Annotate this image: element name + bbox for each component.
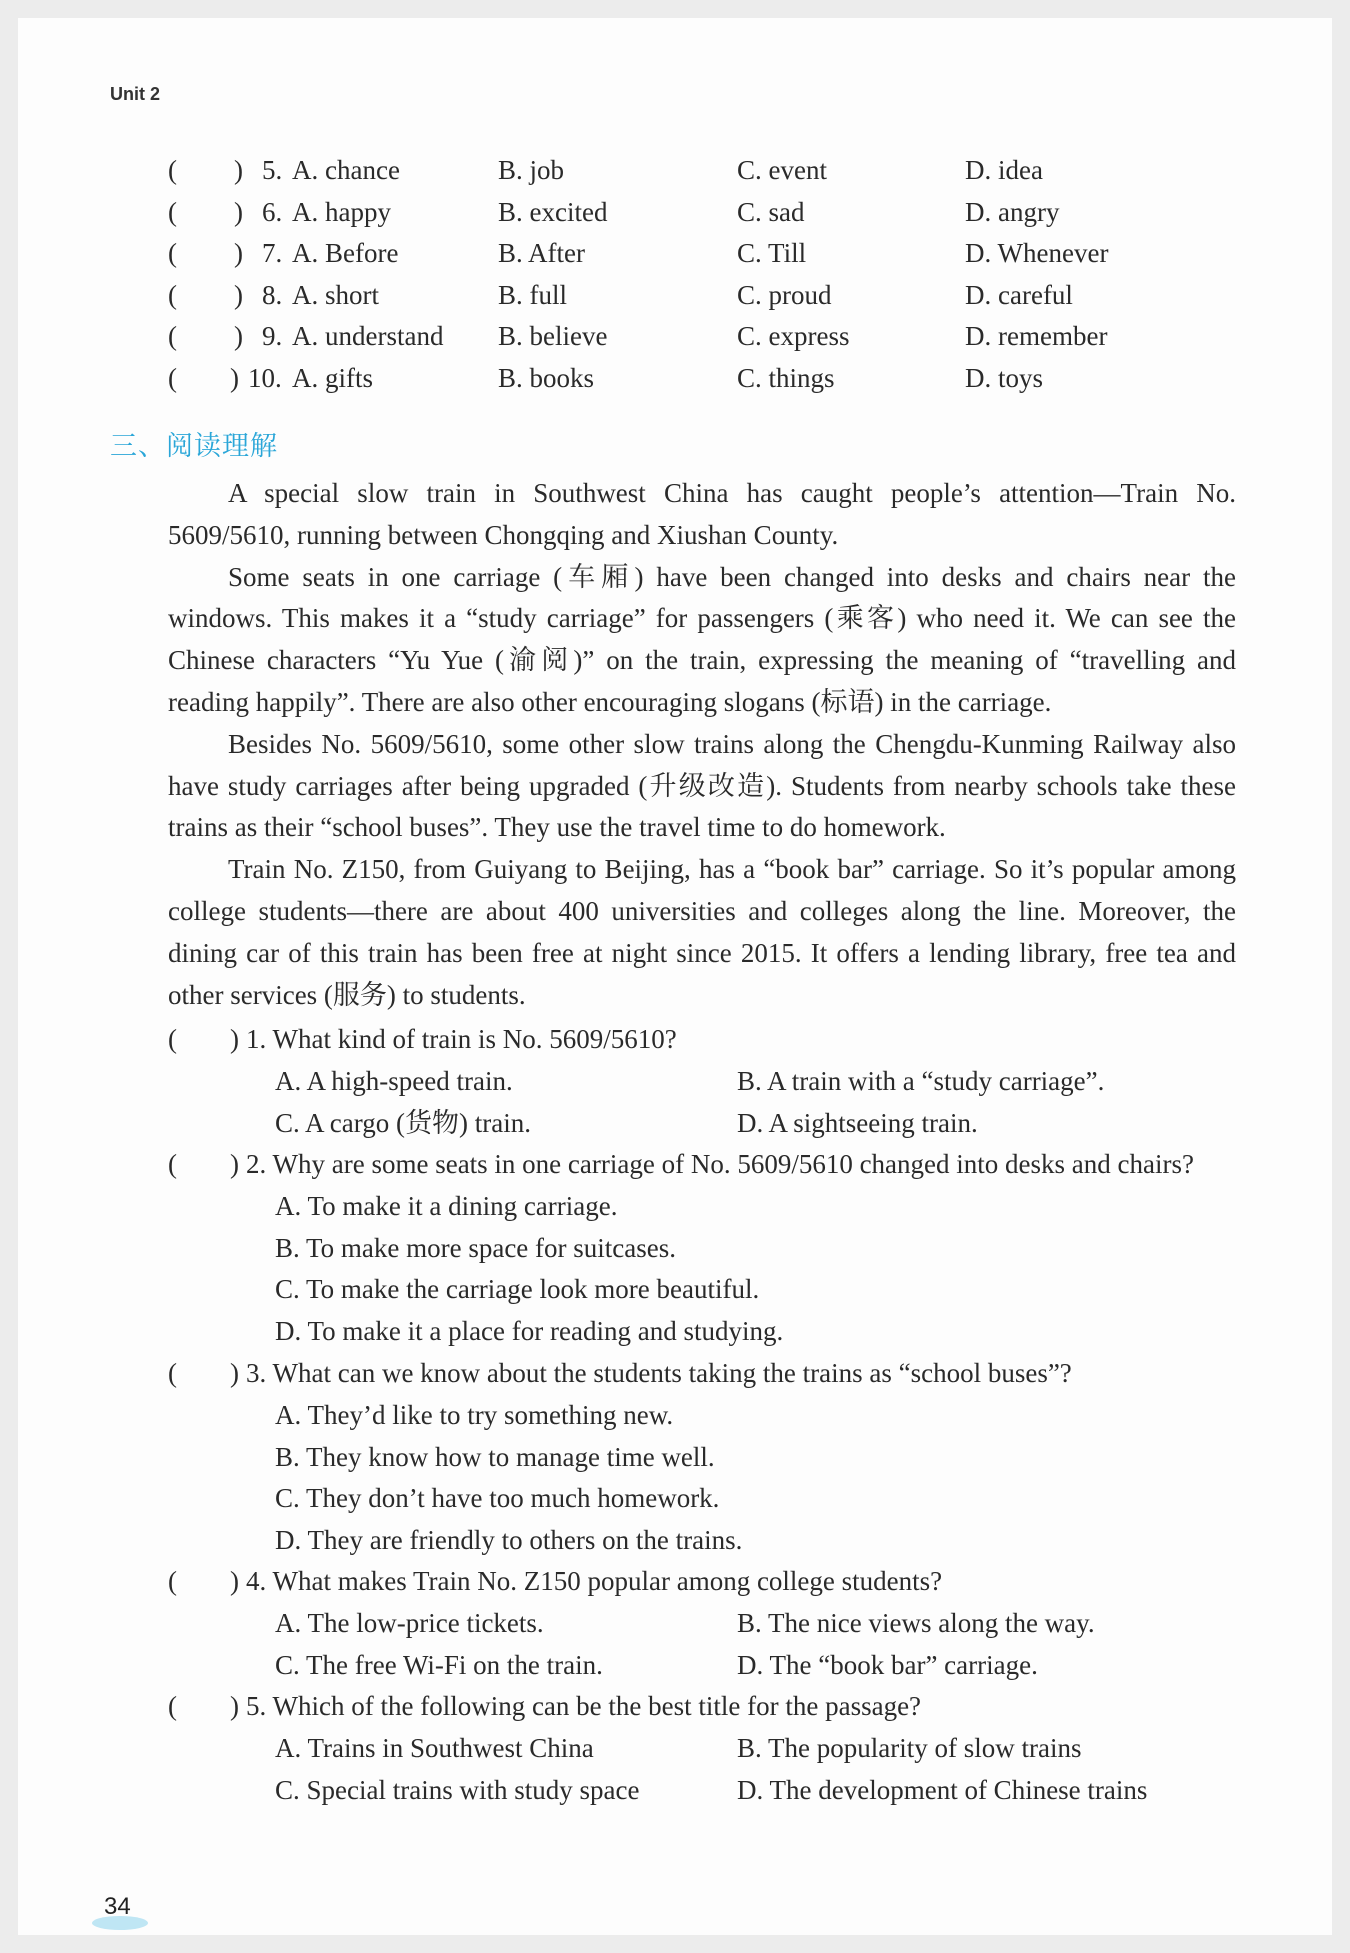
answer-paren-open: ( xyxy=(168,196,177,227)
passage-paragraph: Train No. Z150, from Guiyang to Beijing, has a “book bar” carriage. So it’s popular among college students—there are about 400 universities and colleges along the line. Moreover, the dining car of this train has been free at night since 2015. It offers a lending library, free tea and other services (服务) to students. xyxy=(168,854,1236,1010)
option-b: B. job xyxy=(498,155,565,185)
question-number: 5. xyxy=(262,155,283,185)
option-c: C. A cargo (货物) train. xyxy=(275,1107,531,1138)
option-d: D. A sightseeing train. xyxy=(737,1107,978,1138)
option-c: C. The free Wi-Fi on the train. xyxy=(275,1649,603,1680)
question-number: 8. xyxy=(262,279,283,310)
cloze-row xyxy=(18,233,1318,273)
option-b: B. excited xyxy=(498,196,608,227)
passage-paragraph: Besides No. 5609/5610, some other slow trains along the Chengdu-Kunming Railway also have study carriages after being upgraded (升级改造). Students from nearby schools take these trains as their “school buses”. They use the travel time to do homework. xyxy=(168,728,1236,843)
option-c: C. Special trains with study space xyxy=(275,1774,640,1805)
reading-passage xyxy=(168,473,1236,1016)
answer-paren-open: ( xyxy=(168,1149,177,1179)
option-d: D. idea xyxy=(965,155,1043,185)
question-number: 7. xyxy=(262,238,283,269)
option-a: A. happy xyxy=(292,196,391,227)
option-a: A. To make it a dining carriage. xyxy=(275,1190,618,1221)
question-text: 5. Which of the following can be the best title for the passage? xyxy=(246,1691,922,1721)
answer-paren-open: ( xyxy=(168,1358,177,1388)
option-c: C. proud xyxy=(737,279,832,310)
cloze-row xyxy=(18,316,1318,356)
answer-paren-close: ) xyxy=(234,238,243,269)
option-b: B. After xyxy=(498,238,585,269)
answer-paren-open: ( xyxy=(168,155,177,185)
option-a: A. chance xyxy=(292,155,400,185)
answer-paren-close: ) xyxy=(234,321,243,352)
answer-paren-close: ) xyxy=(230,1149,239,1179)
question-number: 9. xyxy=(262,321,283,352)
option-a: A. short xyxy=(292,279,379,310)
option-a: A. gifts xyxy=(292,363,373,393)
option-d: D. The “book bar” carriage. xyxy=(737,1649,1038,1680)
question-text: 3. What can we know about the students taking the trains as “school buses”? xyxy=(246,1358,1072,1388)
question-number: 10. xyxy=(248,363,282,393)
option-a: A. The low-price tickets. xyxy=(275,1607,544,1638)
option-c: C. things xyxy=(737,363,835,393)
answer-paren-close: ) xyxy=(230,1358,239,1388)
cloze-row xyxy=(18,150,1318,190)
passage-paragraph: Some seats in one carriage (车厢) have been changed into desks and chairs near the windows. This makes it a “study carriage” for passengers (乘客) who need it. We can see the Chinese characters “Yu Yue (渝阅)” on the train, expressing the meaning of “travelling and reading happily”. There are also other encouraging slogans (标语) in the carriage. xyxy=(168,561,1236,717)
option-b: B. believe xyxy=(498,321,608,352)
cloze-row xyxy=(18,275,1318,315)
option-a: A. Trains in Southwest China xyxy=(275,1732,594,1763)
page-number: 34 xyxy=(104,1893,131,1920)
option-d: D. The development of Chinese trains xyxy=(737,1774,1148,1805)
option-c: C. To make the carriage look more beautiful. xyxy=(275,1274,760,1305)
option-a: A. They’d like to try something new. xyxy=(275,1399,674,1430)
option-d: D. careful xyxy=(965,279,1073,310)
option-b: B. full xyxy=(498,279,568,310)
answer-paren-open: ( xyxy=(168,238,177,269)
answer-paren-close: ) xyxy=(234,155,243,185)
answer-paren-open: ( xyxy=(168,1024,177,1054)
answer-paren-close: ) xyxy=(230,1566,239,1596)
option-d: D. Whenever xyxy=(965,238,1109,269)
option-d: D. They are friendly to others on the trains. xyxy=(275,1525,743,1556)
section-title: 三、阅读理解 xyxy=(110,431,278,462)
answer-paren-open: ( xyxy=(168,363,177,393)
answer-paren-close: ) xyxy=(230,1024,239,1054)
option-b: B. A train with a “study carriage”. xyxy=(737,1065,1105,1096)
option-a: A. Before xyxy=(292,238,399,269)
answer-paren-close: ) xyxy=(230,363,239,393)
answer-paren-close: ) xyxy=(230,1691,239,1721)
passage-paragraph: A special slow train in Southwest China has caught people’s attention—Train No. 5609/5610, running between Chongqing and Xiushan County. xyxy=(168,478,1236,550)
option-a: A. understand xyxy=(292,321,444,352)
answer-paren-open: ( xyxy=(168,279,177,310)
question-text: 1. What kind of train is No. 5609/5610? xyxy=(246,1024,677,1054)
cloze-row xyxy=(18,192,1318,232)
question-text: 4. What makes Train No. Z150 popular among college students? xyxy=(246,1566,943,1596)
answer-paren-open: ( xyxy=(168,321,177,352)
option-c: C. sad xyxy=(737,196,805,227)
question-text: 2. Why are some seats in one carriage of No. 5609/5610 changed into desks and chairs? xyxy=(246,1149,1194,1179)
option-b: B. The nice views along the way. xyxy=(737,1607,1095,1638)
question-number: 6. xyxy=(262,196,283,227)
answer-paren-close: ) xyxy=(234,196,243,227)
option-b: B. The popularity of slow trains xyxy=(737,1732,1082,1763)
option-d: D. remember xyxy=(965,321,1108,352)
option-c: C. express xyxy=(737,321,850,352)
answer-paren-close: ) xyxy=(234,279,243,310)
option-d: D. angry xyxy=(965,196,1060,227)
option-b: B. books xyxy=(498,363,595,393)
option-c: C. They don’t have too much homework. xyxy=(275,1483,720,1514)
option-b: B. To make more space for suitcases. xyxy=(275,1232,676,1263)
cloze-row xyxy=(18,358,1318,398)
option-b: B. They know how to manage time well. xyxy=(275,1441,715,1472)
option-c: C. event xyxy=(737,155,827,185)
answer-paren-open: ( xyxy=(168,1566,177,1596)
unit-label: Unit 2 xyxy=(110,84,161,104)
answer-paren-open: ( xyxy=(168,1691,177,1721)
option-a: A. A high-speed train. xyxy=(275,1065,513,1096)
option-d: D. To make it a place for reading and studying. xyxy=(275,1316,784,1347)
option-c: C. Till xyxy=(737,238,807,269)
option-d: D. toys xyxy=(965,363,1044,393)
workbook-page xyxy=(18,18,1332,1935)
